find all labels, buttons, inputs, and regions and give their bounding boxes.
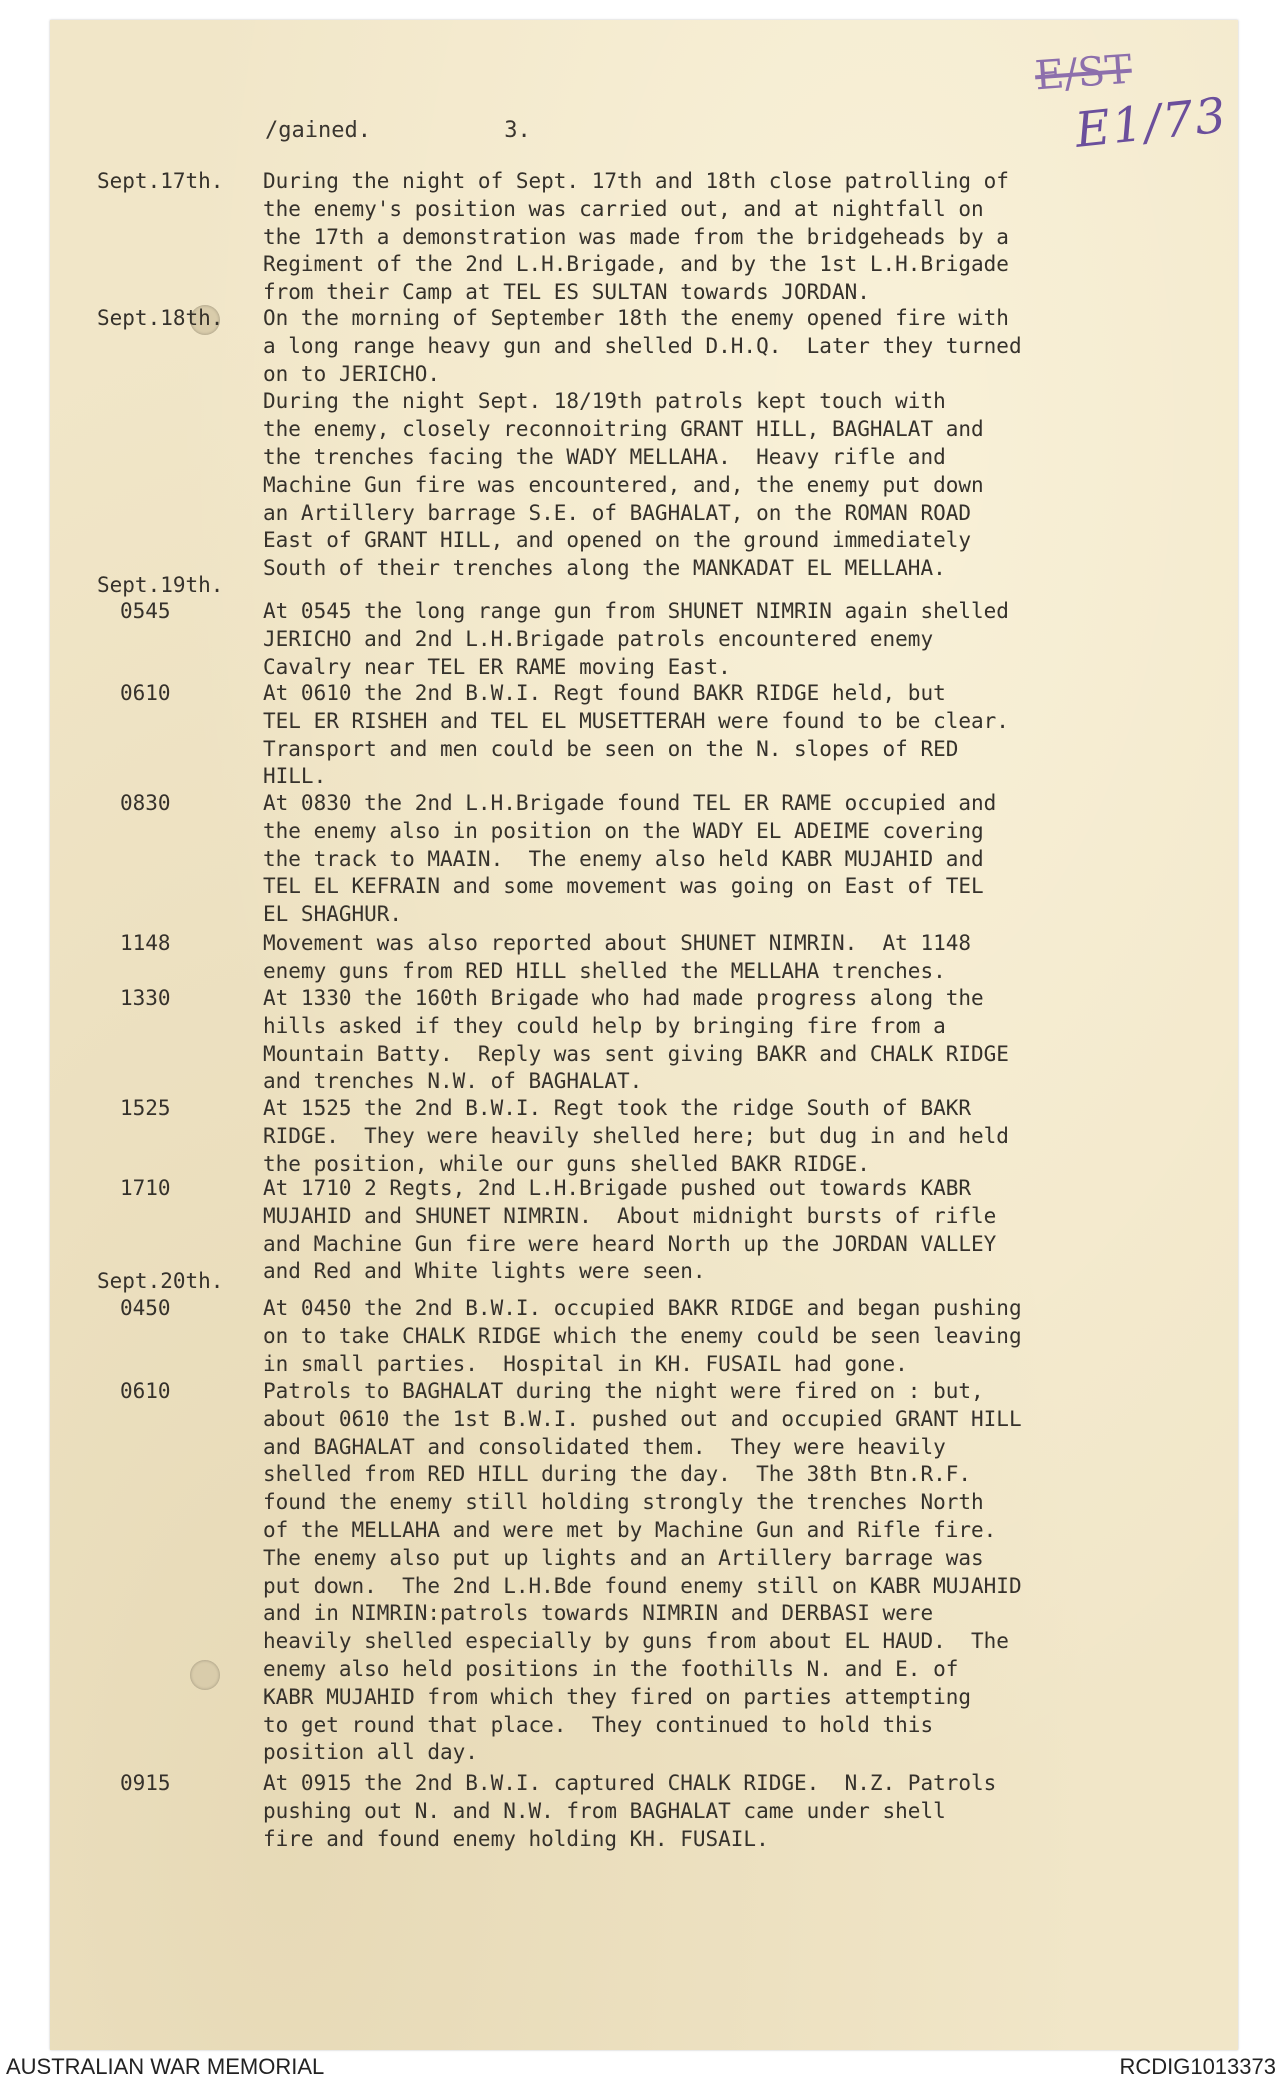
entry-text-line: shelled from RED HILL during the day. The 38th Btn.R.F. <box>263 1462 972 1487</box>
entry-text-line: At 0830 the 2nd L.H.Brigade found TEL ER RAME occupied and <box>263 791 997 815</box>
entry-text-line: HILL. <box>263 764 327 789</box>
entry-text-line: the position, while our guns shelled BAKR RIDGE. <box>263 1151 870 1176</box>
page-header <box>265 118 651 143</box>
archive-footer <box>0 2050 1288 2082</box>
entry-time-label: 1148 <box>120 931 171 955</box>
entry-text-line: TEL EL KEFRAIN and some movement was going on East of TEL <box>263 874 984 899</box>
entry-text-line: Mountain Batty. Reply was sent giving BAKR and CHALK RIDGE <box>263 1041 1009 1066</box>
entry-time-label: 0830 <box>120 791 171 815</box>
entry-text-line: enemy guns from RED HILL shelled the MELLAHA trenches. <box>263 958 946 983</box>
entry-text-line: Transport and men could be seen on the N. slopes of RED <box>263 736 959 761</box>
entry-text-line: an Artillery barrage S.E. of BAGHALAT, on the ROMAN ROAD <box>263 500 972 525</box>
entry-date-label: Sept.18th. <box>97 306 224 330</box>
entry-text-line: found the enemy still holding strongly the trenches North <box>263 1490 984 1515</box>
entry-text-line: Machine Gun fire was encountered, and, the enemy put down <box>263 472 984 497</box>
entry-time-label: 1710 <box>120 1176 171 1200</box>
entry-text-line: The enemy also put up lights and an Artillery barrage was <box>263 1545 984 1570</box>
entry-text-line: to get round that place. They continued to hold this <box>263 1712 934 1737</box>
entry-text-line: and Red and White lights were seen. <box>263 1259 706 1284</box>
entry-text-line: and BAGHALAT and consolidated them. They were heavily <box>263 1434 946 1459</box>
entry-text-line: South of their trenches along the MANKADAT EL MELLAHA. <box>263 556 946 581</box>
entry-time-label: 0450 <box>120 1296 171 1320</box>
entry-time-label: 1525 <box>120 1096 171 1120</box>
continuation-word: /gained. <box>265 118 371 143</box>
page-number: 3. <box>504 118 531 143</box>
entry-text-line: Patrols to BAGHALAT during the night were fired on : but, <box>263 1379 984 1403</box>
entry-text-line: Movement was also reported about SHUNET NIMRIN. At 1148 <box>263 931 972 955</box>
entry-text-line: of the MELLAHA and were met by Machine Gun and Rifle fire. <box>263 1518 997 1542</box>
entry-text-line: During the night Sept. 18/19th patrols kept touch with <box>263 389 946 414</box>
entry-text-line: fire and found enemy holding KH. FUSAIL. <box>263 1826 769 1851</box>
entry-text-line: MUJAHID and SHUNET NIMRIN. About midnight bursts of rifle <box>263 1203 997 1228</box>
entry-text-line: Cavalry near TEL ER RAME moving East. <box>263 654 731 679</box>
entry-time-label: 0545 <box>120 599 171 623</box>
entry-time-label: 1330 <box>120 986 171 1010</box>
entry-text-line: Regiment of the 2nd L.H.Brigade, and by the 1st L.H.Brigade <box>263 252 1009 277</box>
entry-text-line: the track to MAAIN. The enemy also held KABR MUJAHID and <box>263 846 984 871</box>
footer-record-id: RCDIG1013373 <box>1119 2054 1276 2079</box>
entry-text-line: about 0610 the 1st B.W.I. pushed out and occupied GRANT HILL <box>263 1406 1022 1431</box>
entry-date-label: Sept.20th. <box>97 1269 224 1293</box>
entry-text-line: At 0450 the 2nd B.W.I. occupied BAKR RIDGE and began pushing <box>263 1296 1022 1320</box>
entry-text-line: the enemy, closely reconnoitring GRANT HILL, BAGHALAT and <box>263 417 984 442</box>
entry-text-line: hills asked if they could help by bringing fire from a <box>263 1013 946 1038</box>
punch-hole <box>190 1660 220 1690</box>
entry-text-line: the enemy also in position on the WADY EL ADEIME covering <box>263 818 984 843</box>
entry-text-line: and Machine Gun fire were heard North up the JORDAN VALLEY <box>263 1231 997 1256</box>
entry-text-line: the trenches facing the WADY MELLAHA. Heavy rifle and <box>263 445 946 469</box>
entry-text-line: pushing out N. and N.W. from BAGHALAT came under shell <box>263 1798 946 1823</box>
entry-text-line: and in NIMRIN:patrols towards NIMRIN and DERBASI were <box>263 1601 934 1626</box>
entry-text-line: KABR MUJAHID from which they fired on parties attempting <box>263 1684 972 1709</box>
entry-text-line: enemy also held positions in the foothills N. and E. of <box>263 1657 959 1681</box>
entry-text-line: put down. The 2nd L.H.Bde found enemy still on KABR MUJAHID <box>263 1573 1022 1598</box>
reference-stamp: E1/73 <box>1072 87 1231 159</box>
entry-date-label: Sept.17th. <box>97 169 224 193</box>
entry-text-line: from their Camp at TEL ES SULTAN towards JORDAN. <box>263 280 870 305</box>
entry-text-line: RIDGE. They were heavily shelled here; but dug in and held <box>263 1123 1009 1148</box>
entry-text-line: At 0545 the long range gun from SHUNET NIMRIN again shelled <box>263 599 1009 623</box>
entry-time-label: 0915 <box>120 1771 171 1795</box>
entry-text-line: TEL ER RISHEH and TEL EL MUSETTERAH were found to be clear. <box>263 708 1009 733</box>
entry-text-line: During the night of Sept. 17th and 18th close patrolling of <box>263 169 1009 193</box>
footer-institution: AUSTRALIAN WAR MEMORIAL <box>6 2054 325 2079</box>
entry-date-label: Sept.19th. <box>97 573 224 597</box>
entry-text-line: JERICHO and 2nd L.H.Brigade patrols encountered enemy <box>263 626 934 651</box>
entry-text-line: on to JERICHO. <box>263 361 441 386</box>
entry-time-label: 0610 <box>120 1379 171 1403</box>
entry-text-line: On the morning of September 18th the enemy opened fire with <box>263 306 1009 330</box>
entry-text-line: heavily shelled especially by guns from about EL HAUD. The <box>263 1629 1009 1654</box>
entry-text-line: At 0610 the 2nd B.W.I. Regt found BAKR RIDGE held, but <box>263 681 946 705</box>
entry-text-line: a long range heavy gun and shelled D.H.Q. Later they turned <box>263 333 1022 358</box>
entry-text-line: At 1710 2 Regts, 2nd L.H.Brigade pushed out towards KABR <box>263 1176 972 1200</box>
entry-text-line: At 1525 the 2nd B.W.I. Regt took the ridge South of BAKR <box>263 1096 972 1120</box>
entry-time-label: 0610 <box>120 681 171 705</box>
entry-text-line: East of GRANT HILL, and opened on the ground immediately <box>263 528 972 553</box>
struck-reference-stamp: E/ST <box>1033 46 1134 100</box>
entry-text-line: in small parties. Hospital in KH. FUSAIL had gone. <box>263 1351 908 1376</box>
entry-text-line: the enemy's position was carried out, and at nightfall on <box>263 196 984 221</box>
entry-text-line: and trenches N.W. of BAGHALAT. <box>263 1069 643 1094</box>
entry-text-line: At 0915 the 2nd B.W.I. captured CHALK RIDGE. N.Z. Patrols <box>263 1771 997 1795</box>
entry-text-line: the 17th a demonstration was made from the bridgeheads by a <box>263 224 1009 249</box>
entry-text-line: on to take CHALK RIDGE which the enemy could be seen leaving <box>263 1323 1022 1348</box>
entry-text-line: EL SHAGHUR. <box>263 902 403 927</box>
entry-text-line: At 1330 the 160th Brigade who had made progress along the <box>263 986 984 1010</box>
entry-text-line: position all day. <box>263 1740 478 1765</box>
